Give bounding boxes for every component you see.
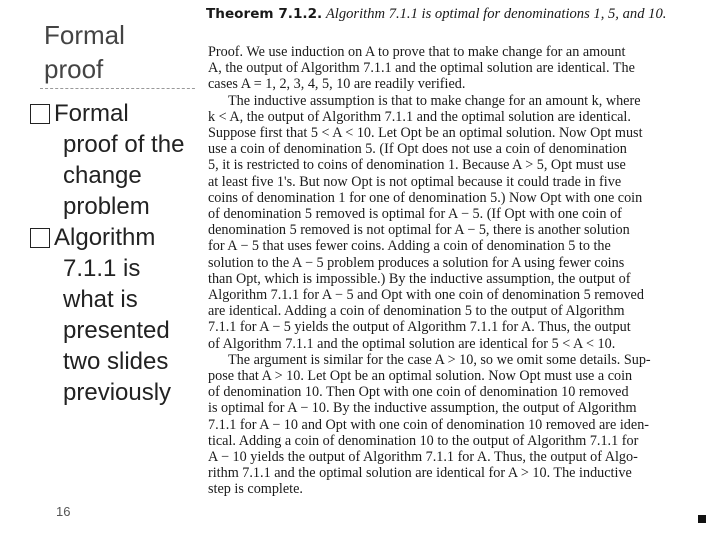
scanned-proof-image bbox=[196, 0, 720, 540]
bullet-continuation bbox=[30, 253, 200, 408]
proof-line: cases A = 1, 2, 3, 4, 5, 10 are readily verified. bbox=[208, 76, 466, 93]
checkbox-bullet-icon bbox=[30, 228, 50, 248]
bullet-item bbox=[30, 98, 200, 129]
theorem-statement: Algorithm 7.1.1 is optimal for denominations 1, 5, and 10. bbox=[325, 6, 667, 22]
slide-title-line: Formal bbox=[44, 20, 125, 50]
bullet-line: 7.1.1 is bbox=[63, 255, 141, 282]
slide-title bbox=[44, 18, 194, 86]
proof-line: of Algorithm 7.1.1 and the optimal solution are identical for 5 < A < 10. bbox=[208, 335, 616, 352]
proof-line: Proof. We use induction on A to prove that to make change for an amount bbox=[208, 44, 626, 60]
proof-line: The inductive assumption is that to make change for an amount k, where bbox=[228, 92, 641, 109]
theorem-heading bbox=[206, 6, 706, 22]
bullet-line: what is bbox=[63, 286, 138, 313]
qed-square-icon bbox=[698, 515, 706, 523]
title-divider bbox=[40, 88, 200, 89]
proof-line: tical. Adding a coin of denomination 10 to the output of Algorithm 7.1.1 for bbox=[208, 432, 639, 449]
proof-line: k < A, the output of Algorithm 7.1.1 and the optimal solution are identical. bbox=[208, 108, 631, 125]
bullet-line: previously bbox=[63, 379, 172, 406]
bullet-line: change bbox=[63, 162, 142, 189]
slide-title-line: proof bbox=[44, 54, 104, 84]
bullet-line: presented bbox=[63, 317, 170, 344]
proof-line: The argument is similar for the case A > 10, so we omit some details. Sup- bbox=[228, 351, 651, 368]
proof-line: Algorithm 7.1.1 for A − 5 and Opt with one coin of denomination 5 removed bbox=[208, 287, 644, 304]
proof-line: pose that A > 10. Let Opt be an optimal solution. Now Opt must use a coin bbox=[208, 368, 633, 385]
proof-line: use a coin of denomination 5. (If Opt does not use a coin of denomination bbox=[208, 141, 627, 158]
proof-line: denomination 5 removed is not optimal for A − 5, there is another solution bbox=[208, 222, 630, 239]
proof-line: of denomination 10. Then Opt with one coin of denomination 10 removed bbox=[208, 384, 629, 401]
bullet-item bbox=[30, 222, 200, 253]
proof-line: solution to the A − 5 problem produces a solution for A using fewer coins bbox=[208, 254, 625, 271]
bullet-text: Algorithm bbox=[54, 224, 156, 251]
bullet-line: two slides bbox=[63, 348, 169, 375]
proof-line: at least five 1's. But now Opt is not optimal because it could trade in five bbox=[208, 173, 622, 190]
bullet-continuation bbox=[30, 129, 200, 222]
theorem-label: Theorem 7.1.2. bbox=[206, 6, 323, 22]
page-number: 16 bbox=[56, 504, 71, 519]
proof-line: 7.1.1 for A − 10 and Opt with one coin of denomination 10 removed are iden- bbox=[208, 416, 650, 433]
proof-line: step is complete. bbox=[208, 481, 303, 498]
proof-line: rithm 7.1.1 and the optimal solution are identical for A > 10. The inductive bbox=[208, 465, 632, 482]
proof-line: 7.1.1 for A − 5 yields the output of Algorithm 7.1.1 for A. Thus, the output bbox=[208, 319, 631, 336]
proof-line: A − 10 yields the output of Algorithm 7.1.1 for A. Thus, the output of Algo- bbox=[208, 449, 638, 466]
proof-line: of denomination 5 removed is optimal for A − 5. (If Opt with one coin of bbox=[208, 206, 622, 223]
proof-line: A, the output of Algorithm 7.1.1 and the optimal solution are identical. The bbox=[208, 60, 635, 77]
bullet-line: proof of the bbox=[63, 131, 185, 158]
proof-text bbox=[208, 44, 708, 498]
proof-line: is optimal for A − 10. By the inductive assumption, the output of Algorithm bbox=[208, 400, 637, 417]
proof-line: for A − 5 that uses fewer coins. Adding a coin of denomination 5 to the bbox=[208, 238, 611, 255]
proof-line: coins of denomination 1 for one of denomination 5.) Now Opt with one coin bbox=[208, 189, 643, 206]
proof-line: are identical. Adding a coin of denomination 5 to the output of Algorithm bbox=[208, 303, 625, 320]
proof-line: Suppose first that 5 < A < 10. Let Opt be an optimal solution. Now Opt must bbox=[208, 125, 643, 142]
bullet-list bbox=[30, 98, 200, 408]
proof-line: than Opt, which is impossible.) By the inductive assumption, the output of bbox=[208, 270, 631, 287]
checkbox-bullet-icon bbox=[30, 104, 50, 124]
bullet-text: Formal bbox=[54, 100, 129, 127]
bullet-line: problem bbox=[63, 193, 150, 220]
proof-line: 5, it is restricted to coins of denomination 1. Because A > 5, Opt must use bbox=[208, 157, 626, 174]
